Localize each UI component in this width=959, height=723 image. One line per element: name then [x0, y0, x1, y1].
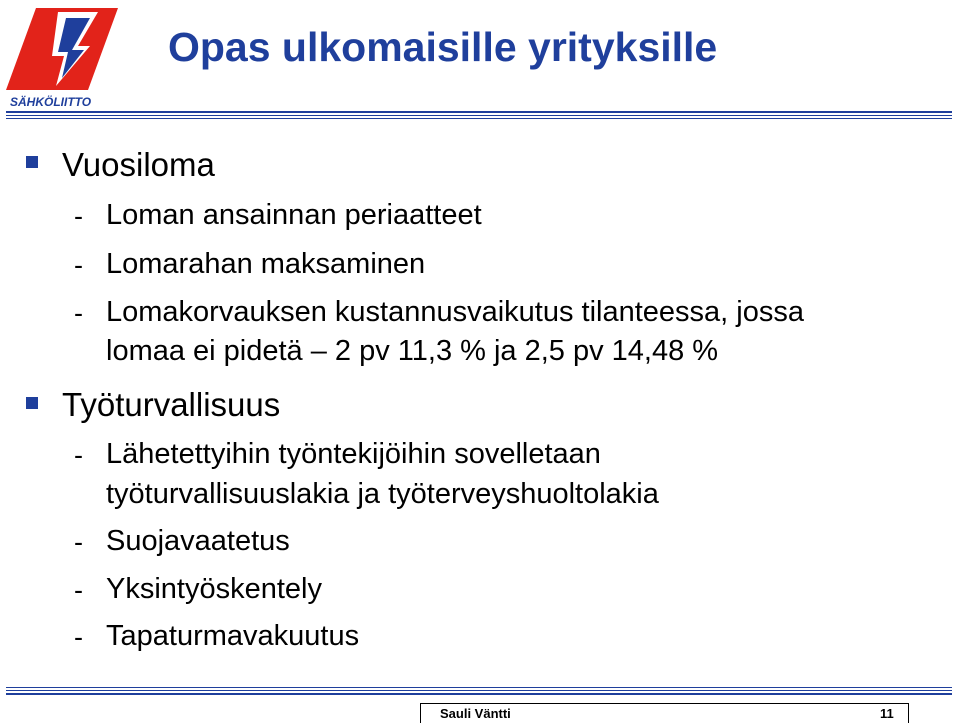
header-rule: [6, 111, 952, 113]
list-item-continuation: lomaa ei pidetä – 2 pv 11,3 % ja 2,5 pv 14,48 %: [106, 335, 719, 367]
list-item: Lähetettyihin työntekijöihin sovelletaan: [106, 438, 601, 470]
dash-bullet: -: [74, 201, 83, 231]
footer-author: Sauli Väntti: [440, 706, 511, 721]
list-item: Loman ansainnan periaatteet: [106, 199, 482, 231]
dash-bullet: -: [74, 622, 83, 652]
list-item: Lomakorvauksen kustannusvaikutus tilanteessa, jossa: [106, 296, 804, 328]
list-item: Suojavaatetus: [106, 525, 290, 557]
list-item-continuation: työturvallisuuslakia ja työterveyshuoltolakia: [106, 478, 659, 510]
dash-bullet: -: [74, 250, 83, 280]
section-heading: Vuosiloma: [62, 146, 215, 183]
list-item: Yksintyöskentely: [106, 573, 322, 605]
dash-bullet: -: [74, 527, 83, 557]
page-number: 11: [880, 706, 894, 721]
logo-text: SÄHKÖLIITTO: [10, 95, 92, 109]
dash-bullet: -: [74, 575, 83, 605]
list-item: Tapaturmavakuutus: [106, 620, 360, 652]
dash-bullet: -: [74, 298, 83, 328]
section-heading: Työturvallisuus: [62, 386, 281, 423]
footer-rule: [6, 687, 952, 688]
square-bullet-icon: [26, 397, 38, 409]
header-rule: [6, 118, 952, 119]
footer-rule: [6, 693, 952, 695]
header-rule: [6, 115, 952, 116]
square-bullet-icon: [26, 156, 38, 168]
dash-bullet: -: [74, 440, 83, 470]
list-item: Lomarahan maksaminen: [106, 248, 426, 280]
sahkoliitto-logo: [6, 2, 122, 110]
slide-title: Opas ulkomaisille yrityksille: [168, 24, 718, 70]
footer-rule: [6, 690, 952, 691]
